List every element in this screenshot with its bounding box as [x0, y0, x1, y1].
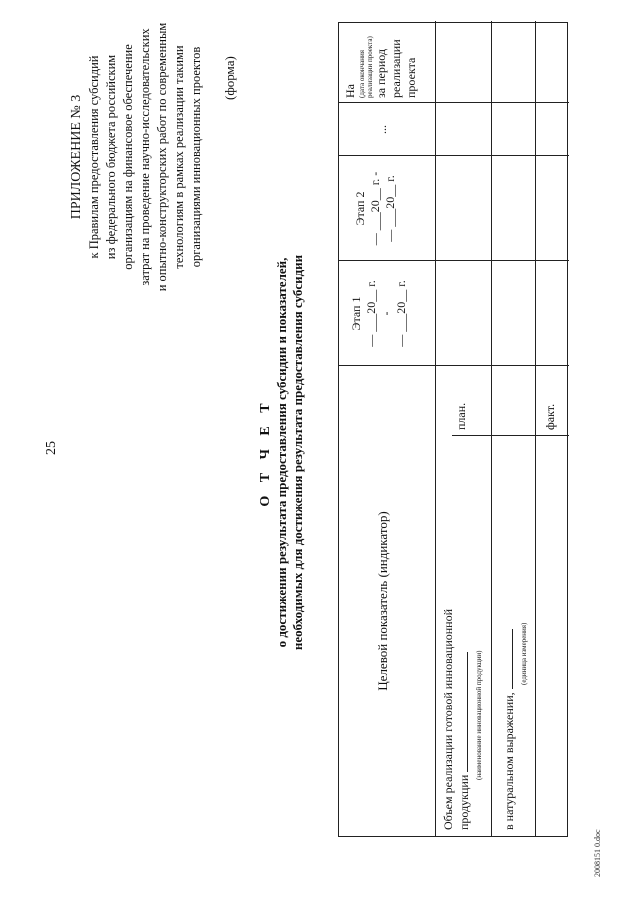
- appendix-line: организациям на финансовое обеспечение: [121, 44, 135, 270]
- report-subtitle: необходимых для достижения результата предоставления субсидии: [290, 254, 305, 651]
- page-number: 25: [44, 441, 59, 455]
- file-code: 2008151 0.doc: [593, 829, 602, 877]
- appendix-line: технологиям в рамках реализации такими: [172, 45, 186, 269]
- fact-label: факт.: [543, 403, 557, 430]
- appendix-line: и опытно-конструкторских работ по современным: [155, 22, 169, 292]
- row-divider: [435, 21, 436, 836]
- appendix-title: ПРИЛОЖЕНИЕ № 3: [69, 94, 84, 220]
- final-suffix: проекта: [404, 57, 418, 98]
- appendix-line: организациями инновационных проектов: [189, 46, 203, 268]
- row-natural: [501, 440, 532, 830]
- stage2-label: Этап 2: [353, 191, 367, 226]
- final-prefix: На: [343, 84, 357, 98]
- appendix-line: затрат на проведение научно-исследовательских: [138, 28, 152, 286]
- report-subtitle: о достижении результата предоставления субсидии и показателей,: [274, 257, 289, 648]
- appendix-line: к Правилам предоставления субсидий: [87, 55, 101, 259]
- row-divider: [491, 21, 492, 836]
- row-natural-label: в натуральном выражении,: [502, 692, 516, 830]
- report-heading: О Т Ч Е Т: [258, 398, 273, 507]
- report-title-block: [258, 0, 306, 905]
- form-label: (форма): [222, 56, 237, 100]
- row-volume: [441, 370, 487, 830]
- report-table: [338, 22, 568, 837]
- stage1-column: [349, 261, 409, 366]
- stage2-column: [353, 156, 398, 261]
- stage1-dash: -: [379, 311, 393, 316]
- row-volume-label: Объем реализации готовой инновационной: [441, 608, 455, 830]
- ellipsis-column: ...: [375, 125, 389, 134]
- appendix-block: [68, 17, 205, 297]
- product-name-blank: [456, 652, 468, 772]
- plan-label: план.: [454, 402, 468, 430]
- final-suffix: реализации: [389, 39, 403, 98]
- stage2-to: — ___20__ г.: [383, 175, 397, 242]
- final-suffix: за период: [374, 49, 388, 98]
- unit-hint: (единица измерения): [520, 622, 528, 685]
- product-name-hint: (наименование инновационной продукции): [475, 650, 483, 780]
- unit-blank: [501, 629, 513, 689]
- stage1-to: — ___20__ г.: [394, 280, 408, 347]
- appendix-line: из федерального бюджета российским: [104, 54, 118, 260]
- row-volume-label-2: [456, 370, 472, 830]
- stage2-from: — ___20__ г. -: [368, 171, 382, 246]
- row-divider: [535, 21, 536, 836]
- final-column: [343, 22, 419, 98]
- stage1-label: Этап 1: [349, 296, 363, 331]
- final-hint: (дата окончания реализации проекта): [358, 36, 374, 98]
- target-indicator-header: Целевой показатель (индикатор): [375, 511, 390, 691]
- row-volume-label-product: продукции: [457, 774, 471, 830]
- stage1-from: — ___20__ г.: [364, 280, 378, 347]
